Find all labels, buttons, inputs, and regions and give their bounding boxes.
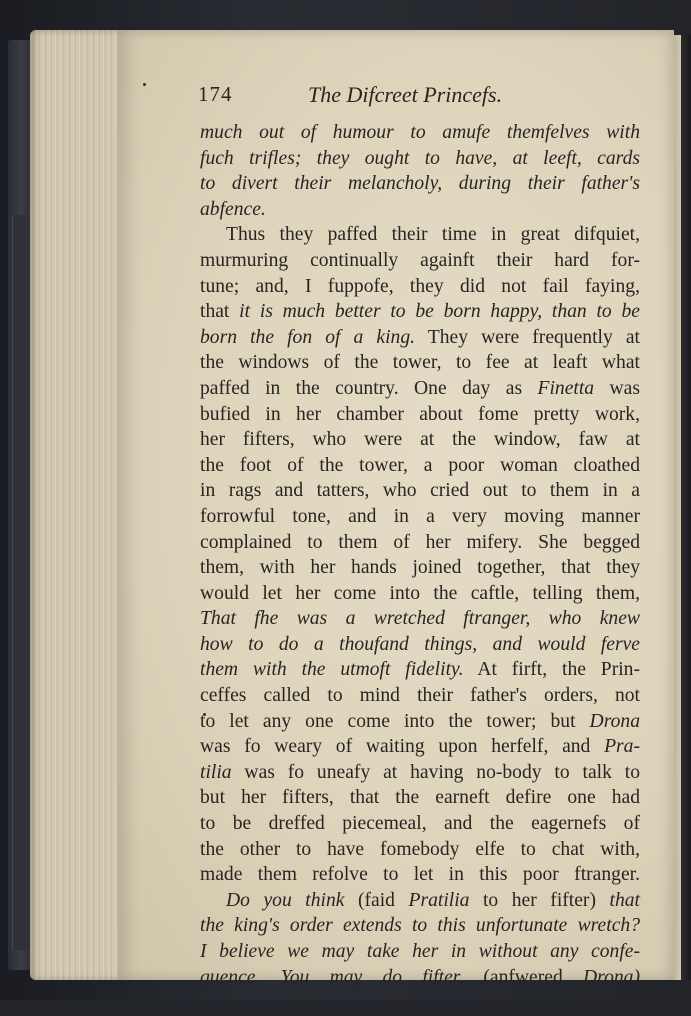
text-line — [200, 811, 640, 837]
italic-text-segment: You may do fifter, — [280, 966, 464, 988]
text-segment: that — [200, 301, 240, 323]
text-line — [200, 350, 640, 376]
ink-speck — [143, 83, 146, 86]
text-line — [200, 913, 640, 939]
text-segment: murmuring continually againft their hard for- — [200, 249, 640, 271]
text-segment: was fo uneafy at having no-body to talk to — [231, 761, 640, 783]
text-line — [200, 785, 640, 811]
text-segment: to let any one come into the tower; but — [200, 710, 590, 732]
text-line — [200, 965, 640, 991]
italic-text-segment: them with the utmoft fidelity. — [200, 659, 464, 681]
text-segment: but her fifters, that the earneft defire one had — [200, 787, 640, 809]
italic-text-segment: the king's order extends to this unfortunate wretch? — [200, 915, 640, 937]
text-segment — [260, 967, 280, 988]
text-segment: forrowful tone, and in a very moving manner — [200, 505, 640, 527]
text-segment: bufied in her chamber about fome pretty work, — [200, 403, 640, 425]
text-line — [200, 837, 640, 863]
text-segment: the foot of the tower, a poor woman cloathed — [200, 454, 640, 476]
italic-text-segment: I believe we may take her in without any confe- — [200, 941, 640, 962]
page-header — [198, 82, 638, 114]
text-segment: them, with her hands joined together, that they — [200, 557, 640, 579]
text-line — [200, 606, 640, 632]
text-segment: was fo weary of waiting upon herfelf, and — [200, 736, 605, 758]
text-segment: was — [594, 377, 640, 399]
text-segment: to be dreffed piecemeal, and the eagernefs of — [200, 813, 640, 835]
italic-text-segment: much out of humour to amufe themfelves with — [200, 122, 640, 143]
text-line — [200, 683, 640, 709]
text-segment: ceffes called to mind their father's orders, not — [200, 685, 640, 707]
text-line — [200, 709, 640, 735]
text-line — [200, 530, 640, 556]
italic-text-segment: Drona) — [583, 966, 640, 988]
text-line — [200, 657, 640, 683]
italic-text-segment: tilia — [200, 761, 232, 783]
italic-text-segment: abfence. — [200, 198, 266, 220]
text-line — [200, 504, 640, 530]
text-line — [200, 171, 640, 197]
text-segment: to her fifter) — [469, 889, 610, 911]
text-line — [200, 990, 640, 1016]
text-line — [200, 632, 640, 658]
italic-text-segment: it is much better to be born happy, than to be — [239, 301, 640, 323]
text-line — [200, 581, 640, 607]
italic-text-segment: born the fon of a king. — [200, 326, 416, 348]
text-segment: her fifters, who were at the window, faw at — [200, 429, 640, 451]
text-segment: complained to them of her mifery. She begged — [200, 531, 640, 553]
italic-text-segment: Pratilia — [408, 889, 470, 911]
text-line — [200, 146, 640, 172]
text-line — [200, 453, 640, 479]
text-line — [200, 248, 640, 274]
running-title: The Difcreet Princefs. — [308, 82, 503, 107]
text-line — [200, 734, 640, 760]
text-segment: Thus they paffed their time in great difquiet, — [226, 224, 640, 246]
italic-text-segment: Pra- — [604, 736, 640, 758]
text-line — [200, 760, 640, 786]
text-line — [200, 888, 640, 914]
italic-text-segment: to divert their melancholy, during their father's — [200, 173, 640, 195]
text-segment: in rags and tatters, who cried out to them in a — [200, 480, 640, 502]
italic-text-segment: quence. — [200, 966, 261, 988]
text-segment: tune; and, I fuppofe, they did not fail faying, — [200, 275, 640, 297]
text-segment: They were frequently at — [415, 326, 641, 348]
text-line — [200, 555, 640, 581]
text-line — [200, 478, 640, 504]
text-line — [200, 299, 640, 325]
text-line — [200, 939, 640, 965]
text-segment: would let her come into the caftle, telling them, — [200, 582, 640, 604]
text-segment: (anfwered — [463, 966, 584, 988]
text-line — [200, 274, 640, 300]
text-segment: made them refolve to let in this poor ftranger. — [200, 864, 640, 886]
text-segment: (faid — [344, 889, 409, 911]
page-body-text — [200, 120, 640, 1016]
italic-text-segment: fuch trifles; they ought to have, at leeft, cards — [200, 147, 640, 169]
text-segment: the other to have fomebody elfe to chat with, — [200, 838, 640, 860]
text-line — [200, 427, 640, 453]
text-segment: the windows of the tower, to fee at leaft what — [200, 352, 640, 374]
text-line — [200, 325, 640, 351]
italic-text-segment: That fhe was a wretched ftranger, who knew — [200, 608, 640, 630]
text-line — [200, 197, 640, 223]
right-binding-shadow — [681, 35, 691, 980]
text-line — [200, 402, 640, 428]
italic-text-segment: that — [609, 889, 640, 911]
text-line — [200, 376, 640, 402]
text-segment: paffed in the country. One day as — [200, 377, 538, 399]
italic-text-segment: Do you think — [226, 889, 345, 911]
text-line — [200, 222, 640, 248]
italic-text-segment: Drona — [589, 710, 640, 732]
text-line — [200, 862, 640, 888]
text-line — [200, 120, 640, 146]
italic-text-segment: what — [601, 992, 640, 1014]
page-number: 174 — [198, 82, 233, 106]
text-segment: At firft, the Prin- — [463, 659, 640, 681]
italic-text-segment: how to do a thoufand things, and would ferve — [200, 633, 640, 655]
italic-text-segment: Finetta — [537, 377, 595, 399]
